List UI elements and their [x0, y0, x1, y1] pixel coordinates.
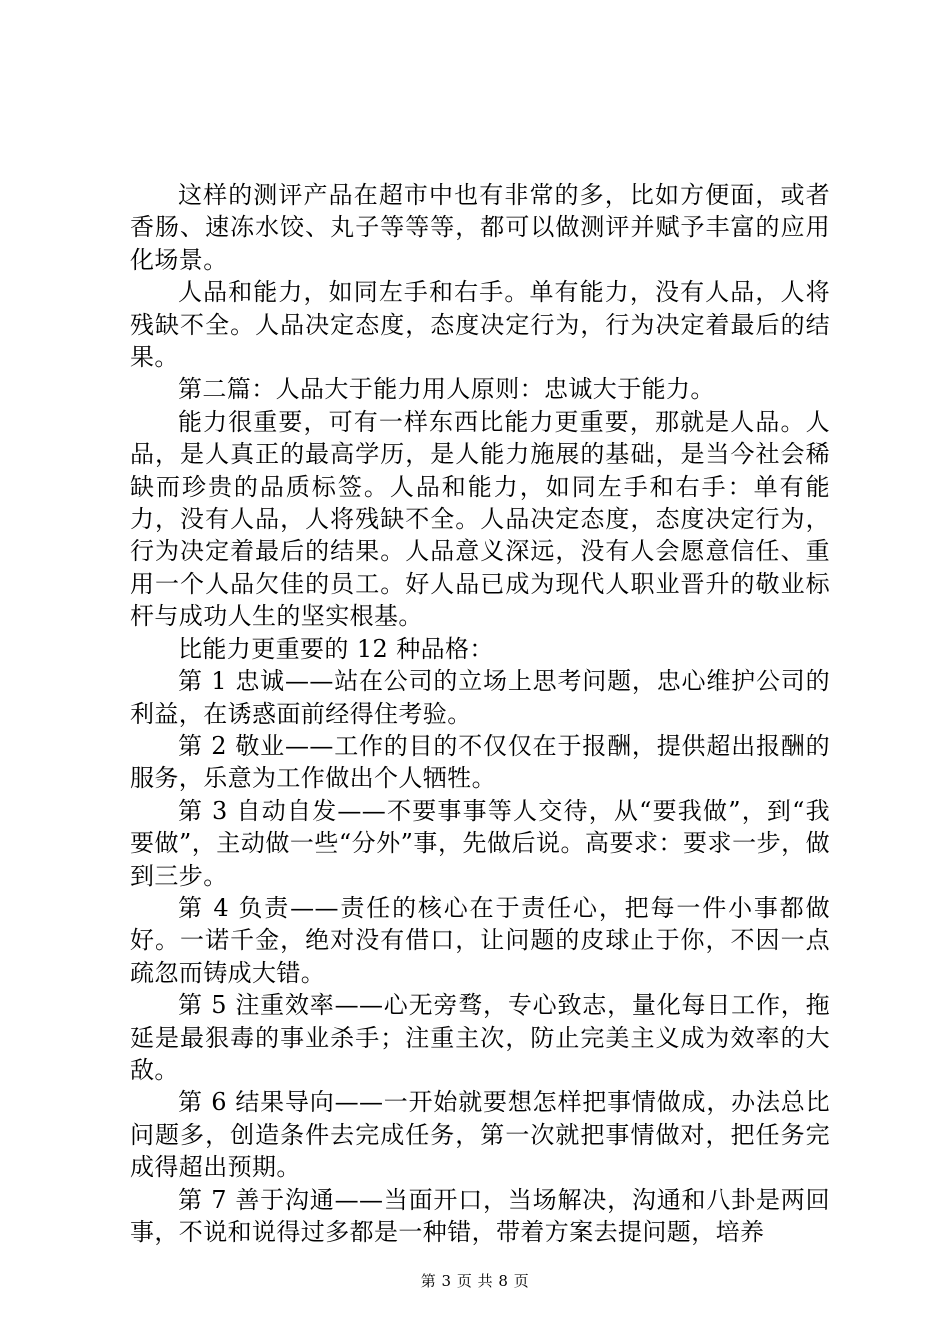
page-footer: 第 3 页 共 8 页: [420, 1272, 530, 1290]
paragraph-8: 第 3 自动自发——不要事事等人交待，从“要我做”，到“我要做”，主动做一些“分外”事，先做后说。高要求：要求一步，做到三步。: [130, 796, 830, 890]
paragraph-3: 第二篇：人品大于能力用人原则：忠诚大于能力。: [178, 375, 715, 404]
paragraph-10: 第 5 注重效率——心无旁骛，专心致志，量化每日工作，拖延是最狠毒的事业杀手；注重主次，防止完美主义成为效率的大敌。: [130, 991, 830, 1084]
paragraph-12: 第 7 善于沟通——当面开口，当场解决，沟通和八卦是两回事，不说和说得过多都是一种错，带着方案去提问题，培养: [130, 1185, 830, 1246]
paragraph-1: 这样的测评产品在超市中也有非常的多，比如方便面，或者香肠、速冻水饺、丸子等等等，都可以做测评并赋予丰富的应用化场景。: [130, 181, 830, 274]
paragraph-6: 第 1 忠诚——站在公司的立场上思考问题，忠心维护公司的利益，在诱惑面前经得住考验。: [130, 667, 830, 728]
paragraph-5: 比能力更重要的 12 种品格：: [178, 634, 494, 663]
paragraph-11: 第 6 结果导向——一开始就要想怎样把事情做成，办法总比问题多，创造条件去完成任务，第一次就把事情做对，把任务完成得超出预期。: [130, 1088, 830, 1182]
paragraph-7: 第 2 敬业——工作的目的不仅仅在于报酬，提供超出报酬的服务，乐意为工作做出个人牺牲。: [130, 731, 830, 793]
paragraph-4: 能力很重要，可有一样东西比能力更重要，那就是人品。人品，是人真正的最高学历，是人能力施展的基础，是当今社会稀缺而珍贵的品质标签。人品和能力，如同左手和右手：单有能力，没有人品，人将残缺不全。人品决定态度，态度决定行为，行为决定着最后的结果。人品意义深远，没有人会愿意信任、重用一个人品欠佳的员工。好人品已成为现代人职业晋升的敬业标杆与成功人生的坚实根基。: [130, 407, 830, 631]
document-body: [130, 179, 830, 1248]
paragraph-2: 人品和能力，如同左手和右手。单有能力，没有人品，人将残缺不全。人品决定态度，态度决定行为，行为决定着最后的结果。: [130, 278, 830, 372]
paragraph-9: 第 4 负责——责任的核心在于责任心，把每一件小事都做好。一诺千金，绝对没有借口，让问题的皮球止于你，不因一点疏忽而铸成大错。: [130, 893, 830, 987]
